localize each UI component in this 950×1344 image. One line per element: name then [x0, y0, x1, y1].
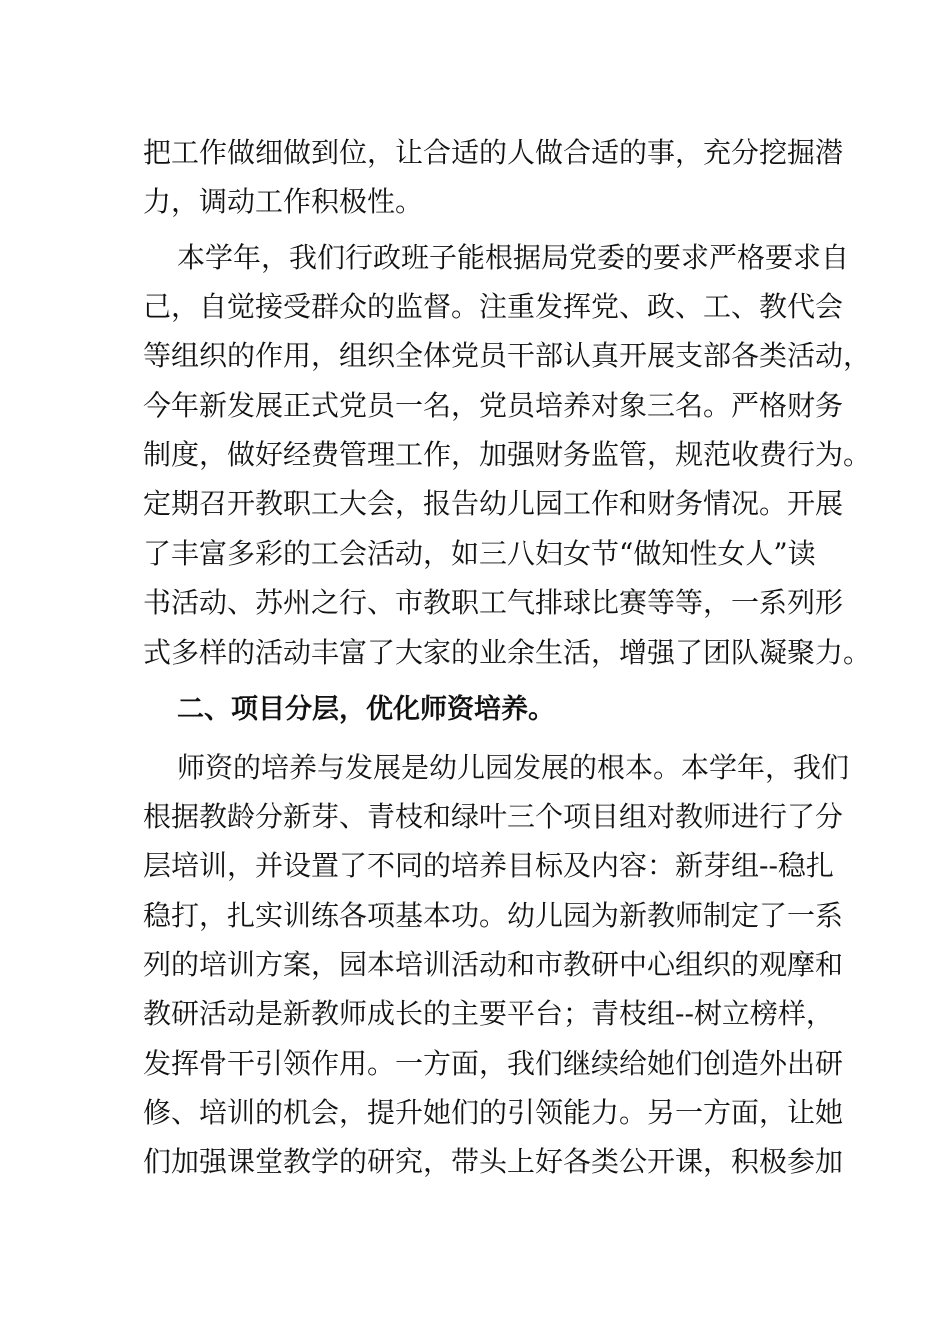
- paragraph-line: 列的培训方案，园本培训活动和市教研中心组织的观摩和: [143, 948, 844, 981]
- paragraph-line: 力，调动工作积极性。: [143, 185, 424, 218]
- paragraph-line: 把工作做细做到位，让合适的人做合适的事，充分挖掘潜: [143, 136, 844, 169]
- paragraph-line: 发挥骨干引领作用。一方面，我们继续给她们创造外出研: [143, 1047, 844, 1080]
- paragraph-line: 本学年，我们行政班子能根据局党委的要求严格要求自: [177, 241, 850, 274]
- paragraph-line: 书活动、苏州之行、市教职工气排球比赛等等，一系列形: [143, 586, 844, 619]
- paragraph-line: 教研活动是新教师成长的主要平台；青枝组--树立榜样，: [143, 997, 834, 1030]
- paragraph-line: 等组织的作用，组织全体党员干部认真开展支部各类活动，: [143, 339, 872, 372]
- paragraph-line: 定期召开教职工大会，报告幼儿园工作和财务情况。开展: [143, 487, 844, 520]
- paragraph-line: 式多样的活动丰富了大家的业余生活，增强了团队凝聚力。: [143, 636, 872, 669]
- paragraph-line: 师资的培养与发展是幼儿园发展的根本。本学年，我们: [177, 751, 850, 784]
- paragraph-line: 修、培训的机会，提升她们的引领能力。另一方面，让她: [143, 1096, 844, 1129]
- paragraph-line: 今年新发展正式党员一名，党员培养对象三名。严格财务: [143, 389, 844, 422]
- paragraph-line: 根据教龄分新芽、青枝和绿叶三个项目组对教师进行了分: [143, 800, 844, 833]
- paragraph-line: 层培训，并设置了不同的培养目标及内容：新芽组--稳扎: [143, 849, 834, 882]
- paragraph-line: 己，自觉接受群众的监督。注重发挥党、政、工、教代会: [143, 290, 844, 323]
- paragraph-line: 们加强课堂教学的研究，带头上好各类公开课，积极参加: [143, 1145, 844, 1178]
- section-heading: 二、项目分层，优化师资培养。: [177, 694, 555, 725]
- paragraph-line: 制度，做好经费管理工作，加强财务监管，规范收费行为。: [143, 438, 872, 471]
- paragraph-line: 了丰富多彩的工会活动，如三八妇女节“做知性女人”读: [143, 537, 816, 570]
- paragraph-line: 稳打，扎实训练各项基本功。幼儿园为新教师制定了一系: [143, 899, 844, 932]
